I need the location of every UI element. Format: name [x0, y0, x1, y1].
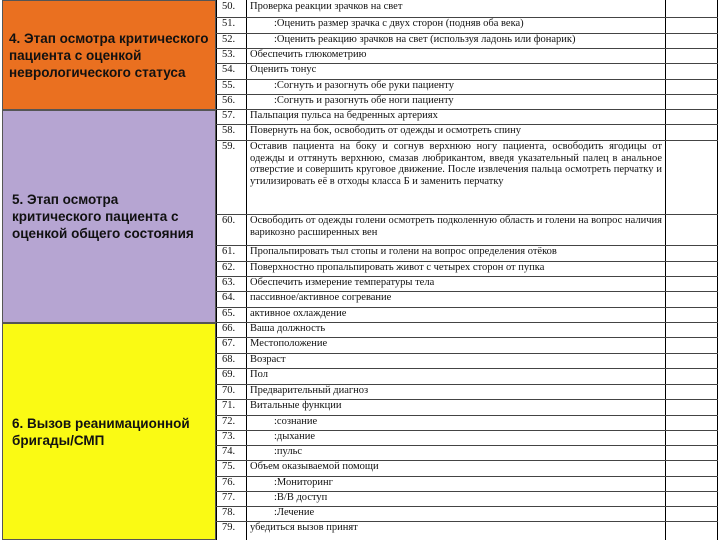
step-number: 56. [222, 95, 236, 106]
step-number: 73. [222, 431, 236, 442]
row-divider [216, 94, 718, 95]
row-divider [216, 276, 718, 277]
step-number: 51. [222, 18, 236, 29]
step-row [217, 492, 666, 507]
step-number: 67. [222, 338, 236, 349]
step-number: 50. [222, 1, 236, 12]
step-number: 70. [222, 385, 236, 396]
row-divider [216, 399, 718, 400]
step-number: 66. [222, 323, 236, 334]
step-row [217, 125, 666, 140]
step-row [217, 246, 666, 261]
step-text: Пол [250, 369, 268, 380]
step-number: 58. [222, 125, 236, 136]
step-text: Местоположение [250, 338, 328, 349]
row-divider [216, 445, 718, 446]
step-row [217, 292, 666, 307]
step-text: :Согнуть и разогнуть обе ноги пациенту [274, 95, 454, 106]
step-text: :Согнуть и разогнуть обе руки пациенту [274, 80, 454, 91]
step-text: Обеспечить измерение температуры тела [250, 277, 435, 288]
step-row [217, 431, 666, 446]
row-divider [216, 245, 718, 246]
step-text: активное охлаждение [250, 308, 347, 319]
step-row [217, 522, 666, 539]
step-number: 53. [222, 49, 236, 60]
step-row [217, 262, 666, 277]
row-divider [216, 140, 718, 141]
step-text: Возраст [250, 354, 286, 365]
step-row [217, 477, 666, 492]
row-divider [216, 430, 718, 431]
step-text: убедиться вызов принят [250, 522, 358, 533]
step-row [217, 446, 666, 461]
step-row [217, 385, 666, 400]
step-text: Пропальпировать тыл стопы и голени на вопрос определения отёков [250, 246, 557, 257]
step-row [217, 95, 666, 110]
row-divider [216, 322, 718, 323]
step-row [217, 1, 666, 17]
section-4-title: 4. Этап осмотра критического пациента с оценкой неврологического статуса [9, 30, 209, 80]
step-row [217, 110, 666, 125]
step-text: :Лечение [274, 507, 315, 518]
row-divider [216, 506, 718, 507]
step-text: пассивное/активное согревание [250, 292, 392, 303]
step-row [217, 141, 666, 215]
step-text: Объем оказываемой помощи [250, 461, 379, 472]
row-divider [216, 415, 718, 416]
row-divider [216, 214, 718, 215]
row-divider [216, 337, 718, 338]
step-text: Обеспечить глюкометрию [250, 49, 367, 60]
step-row [217, 369, 666, 384]
step-text: Оценить тонус [250, 64, 317, 75]
step-number: 60. [222, 215, 236, 226]
step-number: 57. [222, 110, 236, 121]
row-divider [216, 63, 718, 64]
step-text: :Оценить реакцию зрачков на свет (используя ладонь или фонарик) [274, 34, 576, 45]
step-text: Витальные функции [250, 400, 342, 411]
step-row [217, 400, 666, 415]
step-text: :пульс [274, 446, 303, 457]
row-divider [216, 491, 718, 492]
step-number: 69. [222, 369, 236, 380]
step-number: 55. [222, 80, 236, 91]
row-divider [216, 109, 718, 110]
step-number: 76. [222, 477, 236, 488]
step-text: :сознание [274, 416, 318, 427]
step-row [217, 18, 666, 33]
step-number: 59. [222, 141, 236, 152]
row-divider [216, 48, 718, 49]
step-text: Оставив пациента на боку и согнув верхнюю ногу пациента, освободить ягодицы от одежды и оттянуть верхнюю, смазав любрикантом, введя указательный палец в анальное отверстие и совершить круговое движение. После извлечения пальца осмотреть перчатку и утилизировать её в отходы класса Б и заменить перчатку [250, 141, 662, 187]
row-divider [216, 307, 718, 308]
row-divider [216, 353, 718, 354]
step-number: 65. [222, 308, 236, 319]
row-divider [216, 261, 718, 262]
step-row [217, 64, 666, 79]
step-number: 52. [222, 34, 236, 45]
step-number: 75. [222, 461, 236, 472]
row-divider [216, 476, 718, 477]
step-row [217, 416, 666, 431]
row-divider [216, 33, 718, 34]
step-number: 62. [222, 262, 236, 273]
step-text: Освободить от одежды голени осмотреть подколенную область и голени на вопрос наличия варикозно расширенных вен [250, 215, 662, 238]
step-row [217, 34, 666, 49]
section-6-cell [2, 323, 216, 540]
step-row [217, 308, 666, 323]
section-5-title: 5. Этап осмотра критического пациента с оценкой общего состояния [12, 192, 194, 241]
step-text: Ваша должность [250, 323, 326, 334]
step-number: 72. [222, 416, 236, 427]
step-row [217, 338, 666, 353]
column-divider-right [717, 0, 718, 540]
step-text: :В/В доступ [274, 492, 328, 503]
step-number: 64. [222, 292, 236, 303]
step-row [217, 215, 666, 246]
row-divider [216, 17, 718, 18]
step-text: :дыхание [274, 431, 315, 442]
step-row [217, 354, 666, 369]
step-row [217, 461, 666, 476]
row-divider [216, 291, 718, 292]
row-divider [216, 521, 718, 522]
section-5-cell [2, 110, 216, 323]
step-text: :Мониторинг [274, 477, 333, 488]
step-number: 78. [222, 507, 236, 518]
section-6-title: 6. Вызов реанимационной бригады/СМП [12, 415, 190, 448]
step-number: 68. [222, 354, 236, 365]
step-text: Пальпация пульса на бедренных артериях [250, 110, 438, 121]
row-divider [216, 368, 718, 369]
step-number: 54. [222, 64, 236, 75]
step-text: Проверка реакции зрачков на свет [250, 1, 403, 12]
step-text: Поверхностно пропальпировать живот с четырех сторон от пупка [250, 262, 545, 273]
row-divider [216, 384, 718, 385]
step-text: Предварительный диагноз [250, 385, 369, 396]
step-row [217, 80, 666, 95]
row-divider [216, 460, 718, 461]
step-row [217, 49, 666, 64]
row-divider [216, 79, 718, 80]
step-text: :Оценить размер зрачка с двух сторон (подняв оба века) [274, 18, 524, 29]
step-row [217, 277, 666, 292]
section-4-cell [2, 0, 216, 110]
row-divider [216, 124, 718, 125]
step-number: 77. [222, 492, 236, 503]
step-number: 61. [222, 246, 236, 257]
step-number: 71. [222, 400, 236, 411]
step-number: 74. [222, 446, 236, 457]
step-text: Повернуть на бок, освободить от одежды и осмотреть спину [250, 125, 522, 136]
step-number: 63. [222, 277, 236, 288]
step-row [217, 507, 666, 522]
step-row [217, 323, 666, 338]
step-number: 79. [222, 522, 236, 533]
